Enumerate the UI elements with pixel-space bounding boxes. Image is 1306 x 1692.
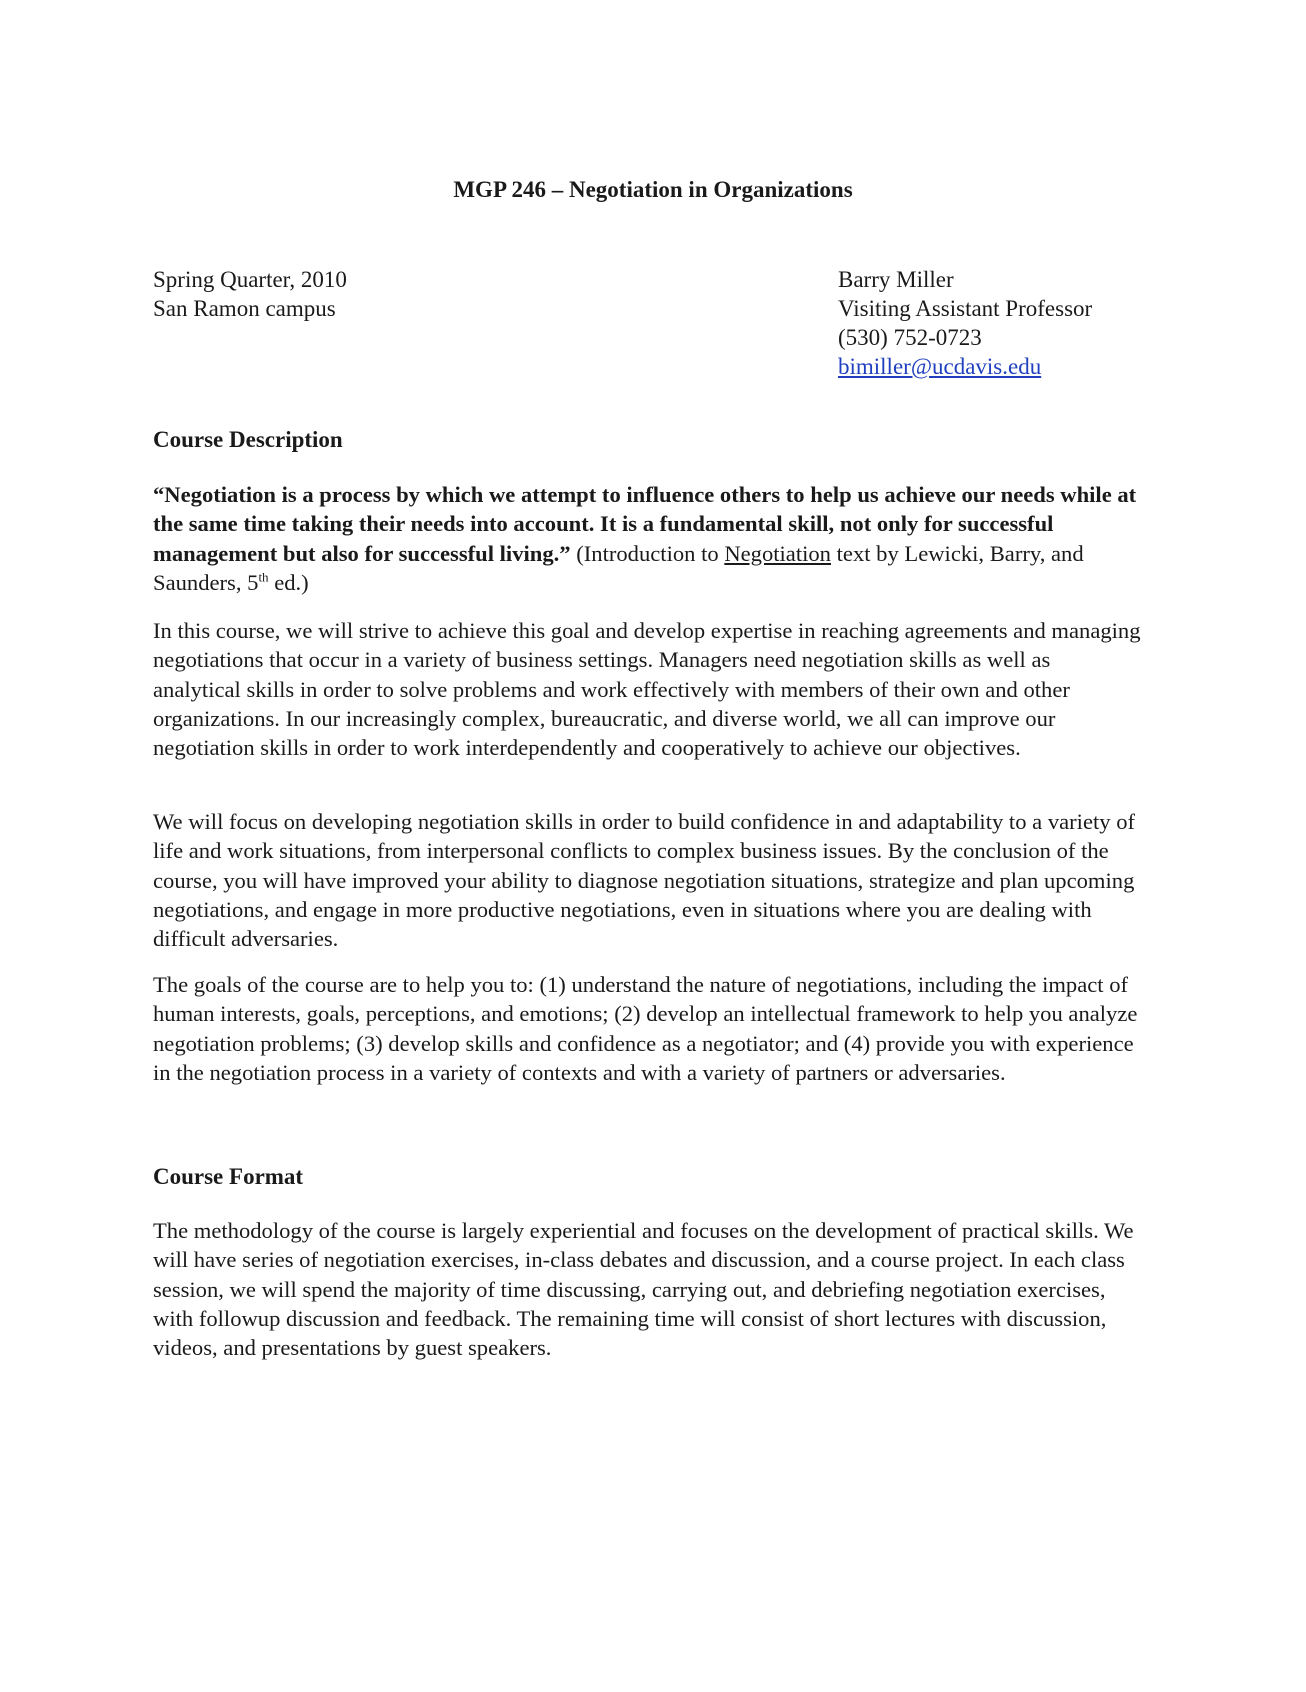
- course-format-heading: Course Format: [153, 1164, 304, 1189]
- quote-source-pre: (Introduction to: [570, 540, 725, 566]
- description-paragraph-3-block: [153, 970, 1143, 1087]
- course-format-paragraph-block: [153, 1216, 1143, 1362]
- quote-source-end: ed.): [268, 569, 309, 595]
- instructor-name: Barry Miller: [838, 267, 954, 292]
- description-paragraph-1-block: [153, 616, 1143, 762]
- campus: San Ramon campus: [153, 296, 336, 321]
- instructor-info: [838, 265, 1092, 381]
- description-paragraph-1: In this course, we will strive to achieve this goal and develop expertise in reaching agreements and managing negotiations that occur in a variety of business settings. Managers need negotiation skills as well as analytical skills in order to solve problems and work effectively with members of their own and other organizations. In our increasingly complex, bureaucratic, and diverse world, we all can improve our negotiation skills in order to work interdependently and cooperatively to achieve our objectives.: [153, 618, 1141, 761]
- course-format-paragraph: The methodology of the course is largely experiential and focuses on the development of practical skills. We will have series of negotiation exercises, in-class debates and discussion, and a course project. In each class session, we will spend the majority of time discussing, carrying out, and debriefing negotiation exercises, with followup discussion and feedback. The remaining time will consist of short lectures with discussion, videos, and presentations by guest speakers.: [153, 1218, 1134, 1361]
- course-description-heading-block: [153, 425, 1143, 454]
- description-paragraph-2-block: [153, 807, 1143, 953]
- instructor-email-link[interactable]: bimiller@ucdavis.edu: [838, 354, 1042, 379]
- course-info: [153, 265, 347, 323]
- course-format-heading-block: [153, 1162, 1143, 1191]
- quote-source-sup: th: [258, 569, 269, 585]
- instructor-position: Visiting Assistant Professor: [838, 296, 1093, 321]
- quote-paragraph: [153, 480, 1143, 597]
- term: Spring Quarter, 2010: [153, 267, 347, 292]
- quote-source-post: text by Lewicki, Barry, and Saunders, 5: [153, 540, 1084, 595]
- quote-text: “Negotiation is a process by which we attempt to influence others to help us achieve our needs while at the same time taking their needs into account. It is a fundamental skill, not only for successful management but also for successful living.”: [153, 482, 1137, 566]
- course-description-heading: Course Description: [153, 427, 343, 452]
- quote-block: [153, 480, 1143, 597]
- description-paragraph-3: The goals of the course are to help you to: (1) understand the nature of negotiations, including the impact of human interests, goals, perceptions, and emotions; (2) develop an intellectual framework to help you analyze negotiation problems; (3) develop skills and confidence as a negotiator; and (4) provide you with experience in the negotiation process in a variety of contexts and with a variety of partners or adversaries.: [153, 972, 1138, 1085]
- quote-source-book: Negotiation: [724, 540, 831, 566]
- document-title: MGP 246 – Negotiation in Organizations: [453, 177, 853, 202]
- instructor-phone: (530) 752-0723: [838, 325, 982, 350]
- description-paragraph-2: We will focus on developing negotiation skills in order to build confidence in and adaptability to a variety of life and work situations, from interpersonal conflicts to complex business issues. By the conclusion of the course, you will have improved your ability to diagnose negotiation situations, strategize and plan upcoming negotiations, and engage in more productive negotiations, even in situations where you are dealing with difficult adversaries.: [153, 809, 1136, 952]
